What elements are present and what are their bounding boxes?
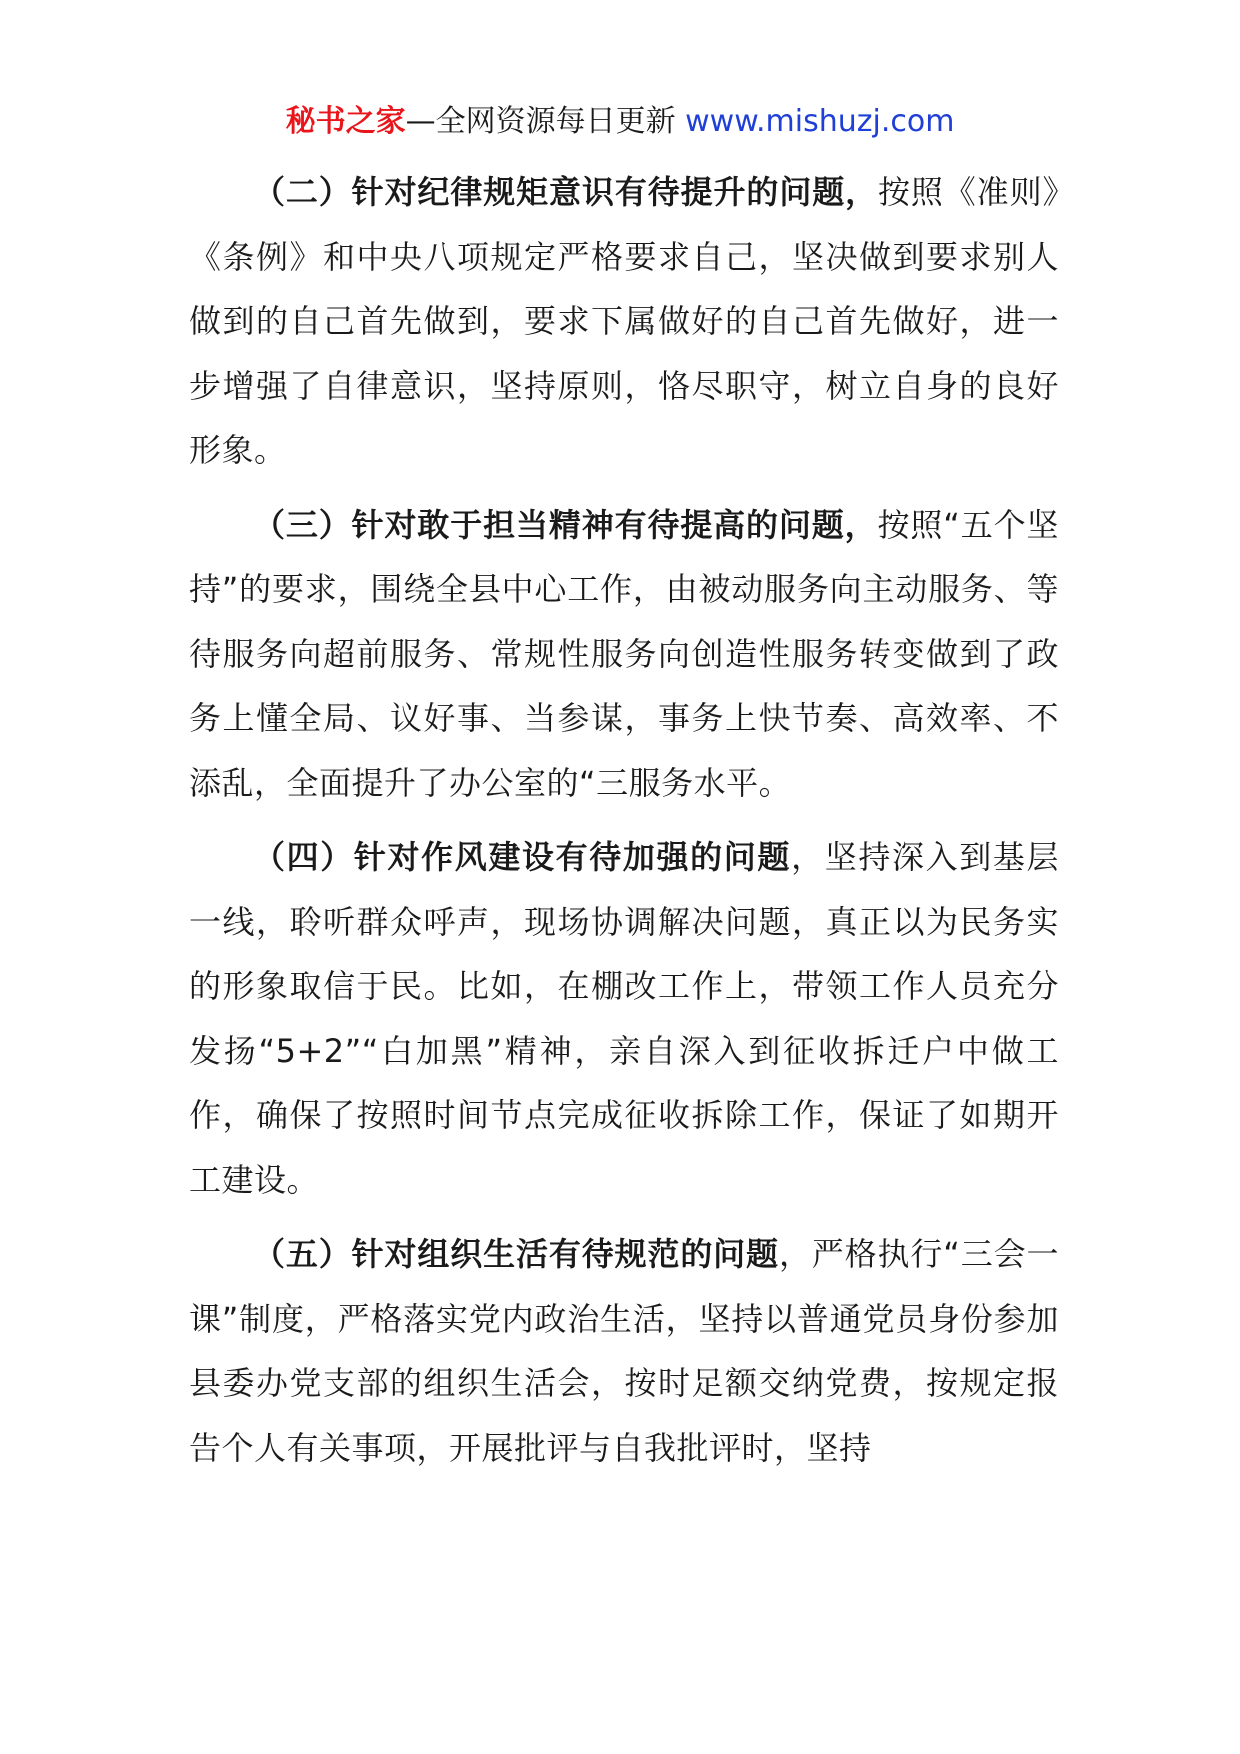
site-url-link[interactable]: www.mishuzj.com bbox=[685, 104, 955, 139]
paragraph-heading: （三）针对敢于担当精神有待提高的问题， bbox=[253, 505, 878, 544]
paragraph-text: 按照《准则》《条例》和中央八项规定严格要求自己，坚决做到要求别人做到的自己首先做到，要求下属做好的自己首先做好，进一步增强了自律意识，坚持原则，恪尽职守，树立自身的良好形象。 bbox=[189, 173, 1059, 469]
header-tagline: —全网资源每日更新 bbox=[405, 104, 676, 139]
paragraph-text: ，坚持深入到基层一线，聆听群众呼声，现场协调解决问题，真正以为民务实的形象取信于民。比如，在棚改工作上，带领工作人员充分发扬“5+2”“白加黑”精神，亲自深入到征收拆迁户中做工作，确保了按照时间节点完成征收拆除工作，保证了如期开工建设。 bbox=[189, 838, 1059, 1199]
brand-name: 秘书之家 bbox=[285, 104, 406, 139]
paragraph-discipline bbox=[189, 160, 1059, 483]
site-header bbox=[0, 98, 1240, 146]
paragraph-work-style bbox=[189, 825, 1059, 1212]
paragraph-heading: （五）针对组织生活有待规范的问题 bbox=[253, 1235, 779, 1273]
paragraph-text: 按照“五个坚持”的要求，围绕全县中心工作，由被动服务向主动服务、等待服务向超前服务、常规性服务向创造性服务转变做到了政务上懂全局、议好事、当参谋，事务上快节奏、高效率、不添乱，全面提升了办公室的“三服务水平。 bbox=[189, 505, 1059, 802]
document-body bbox=[189, 160, 1059, 1490]
paragraph-heading: （二）针对纪律规矩意识有待提升的问题， bbox=[253, 173, 878, 211]
paragraph-responsibility bbox=[189, 493, 1059, 816]
paragraph-text: ，严格执行“三会一课”制度，严格落实党内政治生活，坚持以普通党员身份参加县委办党支部的组织生活会，按时足额交纳党费，按规定报告个人有关事项，开展批评与自我批评时，坚持 bbox=[189, 1235, 1059, 1467]
paragraph-heading: （四）针对作风建设有待加强的问题 bbox=[253, 838, 792, 876]
paragraph-organization-life bbox=[189, 1222, 1059, 1480]
